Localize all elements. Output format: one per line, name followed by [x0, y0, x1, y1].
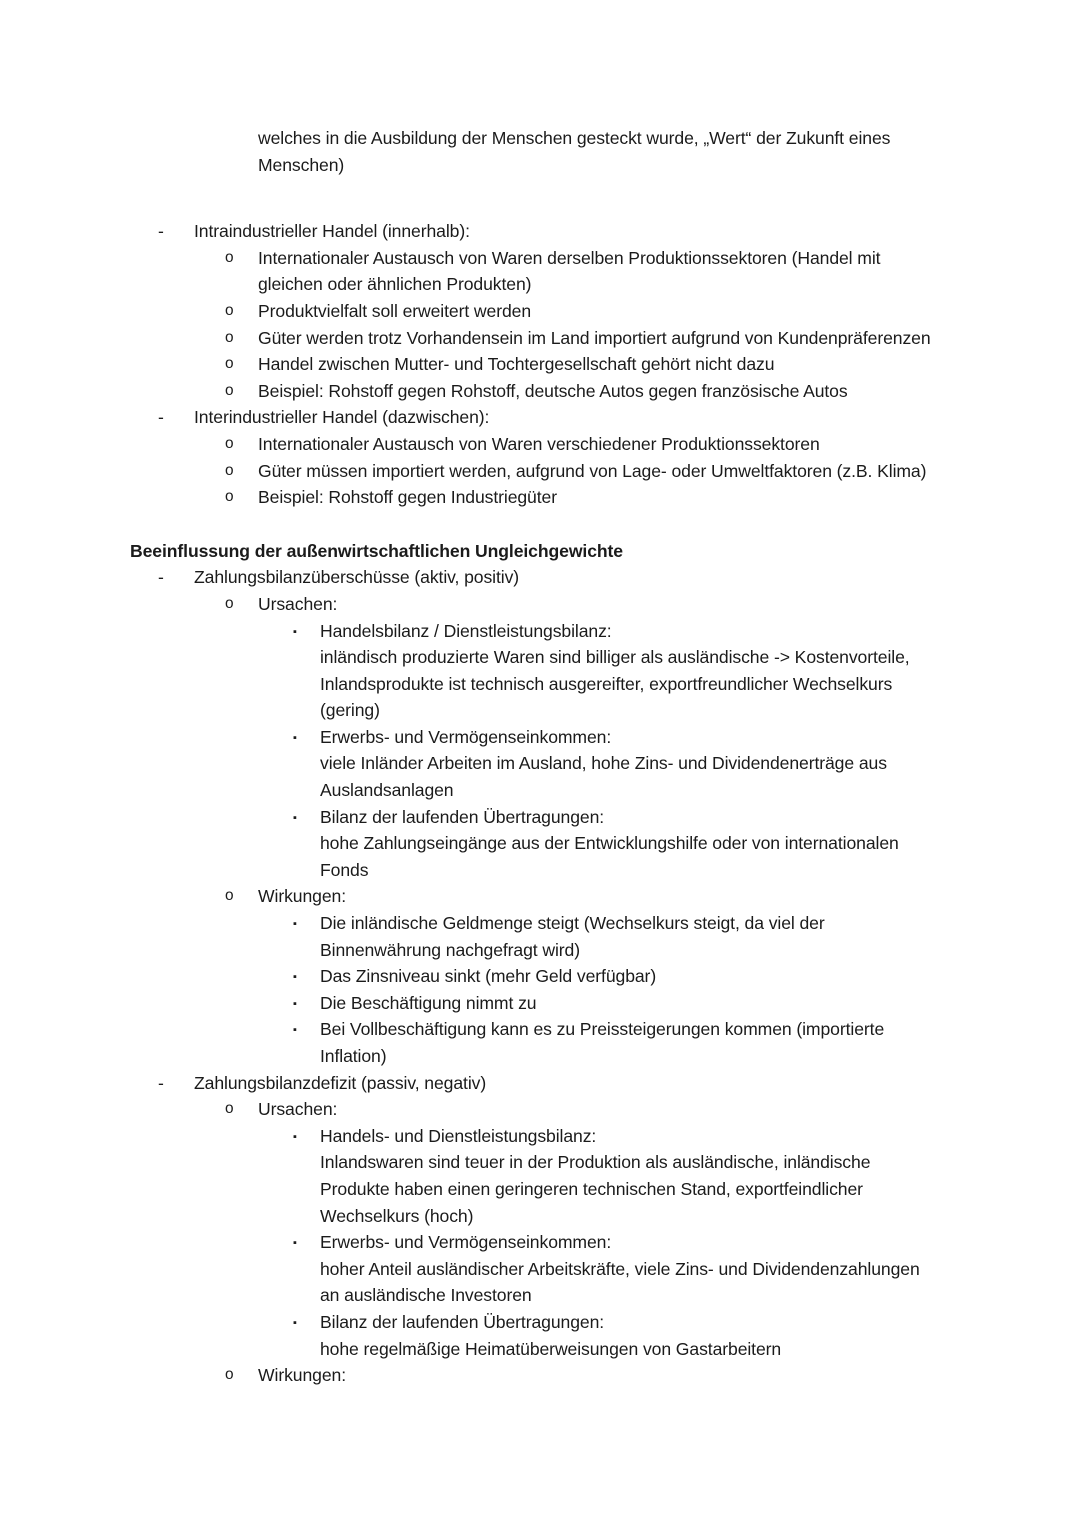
list-item-label: Erwerbs- und Vermögenseinkommen: viele Inländer Arbeiten im Ausland, hohe Zins- und Dividendenerträge aus Auslandsanlagen — [320, 726, 887, 801]
list-item-ueberschuesse-wirkung-1 — [130, 910, 940, 963]
list-item-intra-3 — [130, 325, 940, 352]
list-item-ueberschuesse-wirkungen — [130, 883, 940, 910]
circle-bullet-icon: o — [225, 301, 234, 319]
list-item-interindustrieller-handel — [130, 404, 940, 431]
list-item-inter-3 — [130, 484, 940, 511]
circle-bullet-icon: o — [225, 381, 234, 399]
list-item-label: Interindustrieller Handel (dazwischen): — [194, 407, 490, 428]
list-item-defizit-ursache-3 — [130, 1309, 940, 1362]
list-item-ueberschuesse-ursache-1 — [130, 618, 940, 724]
list-item-label: Das Zinsniveau sinkt (mehr Geld verfügbar) — [320, 966, 657, 987]
list-item-intraindustrieller-handel — [130, 218, 940, 245]
list-item-label: Güter müssen importiert werden, aufgrund von Lage- oder Umweltfaktoren (z.B. Klima) — [258, 460, 927, 481]
list-item-ueberschuesse-wirkung-3 — [130, 990, 940, 1017]
circle-bullet-icon: o — [225, 594, 234, 612]
square-bullet-icon: ▪ — [293, 918, 297, 931]
circle-bullet-icon: o — [225, 1366, 234, 1384]
list-item-label: Die inländische Geldmenge steigt (Wechselkurs steigt, da viel der Binnenwährung nachgefragt wird) — [320, 913, 825, 960]
list-item-label: Bei Vollbeschäftigung kann es zu Preissteigerungen kommen (importierte Inflation) — [320, 1019, 885, 1066]
list-item-label: Handel zwischen Mutter- und Tochtergesellschaft gehört nicht dazu — [258, 354, 775, 375]
list-item-ueberschuesse-ursachen — [130, 591, 940, 618]
list-item-ueberschuesse-wirkung-2 — [130, 963, 940, 990]
dash-bullet-icon: - — [158, 407, 164, 428]
list-item-inter-2 — [130, 458, 940, 485]
square-bullet-icon: ▪ — [293, 625, 297, 638]
list-item-ueberschuesse-ursache-3 — [130, 804, 940, 884]
circle-bullet-icon: o — [225, 461, 234, 479]
list-item-intra-5 — [130, 378, 940, 405]
square-bullet-icon: ▪ — [293, 1024, 297, 1037]
circle-bullet-icon: o — [225, 248, 234, 266]
list-item-intra-4 — [130, 351, 940, 378]
circle-bullet-icon: o — [225, 887, 234, 905]
list-item-label: Beispiel: Rohstoff gegen Industriegüter — [258, 487, 557, 508]
circle-bullet-icon: o — [225, 355, 234, 373]
paragraph-text: welches in die Ausbildung der Menschen gesteckt wurde, „Wert“ der Zukunft eines Menschen) — [258, 128, 891, 175]
list-item-label: Ursachen: — [258, 593, 338, 614]
list-item-defizit-ursache-1 — [130, 1123, 940, 1229]
list-item-label: Intraindustrieller Handel (innerhalb): — [194, 221, 470, 242]
list-item-label: Internationaler Austausch von Waren verschiedener Produktionssektoren — [258, 433, 820, 454]
circle-bullet-icon: o — [225, 1100, 234, 1118]
square-bullet-icon: ▪ — [293, 971, 297, 984]
list-item-defizit-ursachen — [130, 1096, 940, 1123]
list-item-zahlungsbilanzdefizit — [130, 1070, 940, 1097]
list-item-label: Zahlungsbilanzüberschüsse (aktiv, positiv) — [194, 567, 520, 588]
circle-bullet-icon: o — [225, 488, 234, 506]
document-body — [130, 125, 940, 1389]
square-bullet-icon: ▪ — [293, 997, 297, 1010]
dash-bullet-icon: - — [158, 221, 164, 242]
list-item-intra-2 — [130, 298, 940, 325]
list-item-label: Bilanz der laufenden Übertragungen: hohe Zahlungseingänge aus der Entwicklungshilfe oder von internationalen Fonds — [320, 806, 899, 880]
square-bullet-icon: ▪ — [293, 1237, 297, 1250]
list-item-label: Internationaler Austausch von Waren derselben Produktionssektoren (Handel mit gleichen oder ähnlichen Produkten) — [258, 247, 881, 295]
list-item-label: Erwerbs- und Vermögenseinkommen: hoher Anteil ausländischer Arbeitskräfte, viele Zins- und Dividendenzahlungen an ausländische Investoren — [320, 1232, 920, 1306]
square-bullet-icon: ▪ — [293, 731, 297, 744]
circle-bullet-icon: o — [225, 328, 234, 346]
list-item-label: Produktvielfalt soll erweitert werden — [258, 300, 532, 321]
list-item-label: Handelsbilanz / Dienstleistungsbilanz: inländisch produzierte Waren sind billiger als ausländische -> Kostenvorteile, Inlandsprodukte ist technisch ausgereifter, exportfreundlicher Wechselkurs (gering) — [320, 620, 910, 721]
list-item-label: Die Beschäftigung nimmt zu — [320, 992, 537, 1013]
list-item-label: Güter werden trotz Vorhandensein im Land importiert aufgrund von Kundenpräferenzen — [258, 327, 931, 348]
list-item-label: Beispiel: Rohstoff gegen Rohstoff, deutsche Autos gegen französische Autos — [258, 380, 848, 401]
list-item-label: Ursachen: — [258, 1099, 338, 1120]
list-item-ueberschuesse-wirkung-4 — [130, 1016, 940, 1069]
list-item-label: Wirkungen: — [258, 1365, 346, 1386]
dash-bullet-icon: - — [158, 1072, 164, 1093]
section-heading — [130, 538, 940, 565]
list-item-label: Bilanz der laufenden Übertragungen: hohe regelmäßige Heimatüberweisungen von Gastarbeitern — [320, 1311, 782, 1359]
list-item-label: Wirkungen: — [258, 886, 346, 907]
square-bullet-icon: ▪ — [293, 1130, 297, 1143]
dash-bullet-icon: - — [158, 567, 164, 588]
paragraph-intro-continuation — [130, 125, 940, 178]
list-item-label: Handels- und Dienstleistungsbilanz: Inlandswaren sind teuer in der Produktion als ausländische, inländische Produkte haben einen geringeren technischen Stand, exportfeindlicher Wechselkurs (hoch) — [320, 1125, 871, 1226]
list-item-ueberschuesse-ursache-2 — [130, 724, 940, 804]
square-bullet-icon: ▪ — [293, 1316, 297, 1329]
list-item-intra-1 — [130, 245, 940, 298]
list-item-defizit-ursache-2 — [130, 1229, 940, 1309]
square-bullet-icon: ▪ — [293, 811, 297, 824]
list-item-inter-1 — [130, 431, 940, 458]
circle-bullet-icon: o — [225, 434, 234, 452]
list-item-label: Zahlungsbilanzdefizit (passiv, negativ) — [194, 1072, 487, 1093]
section-heading-text: Beeinflussung der außenwirtschaftlichen Ungleichgewichte — [130, 540, 623, 561]
list-item-defizit-wirkungen — [130, 1362, 940, 1389]
list-item-zahlungsbilanzueberschuesse — [130, 564, 940, 591]
